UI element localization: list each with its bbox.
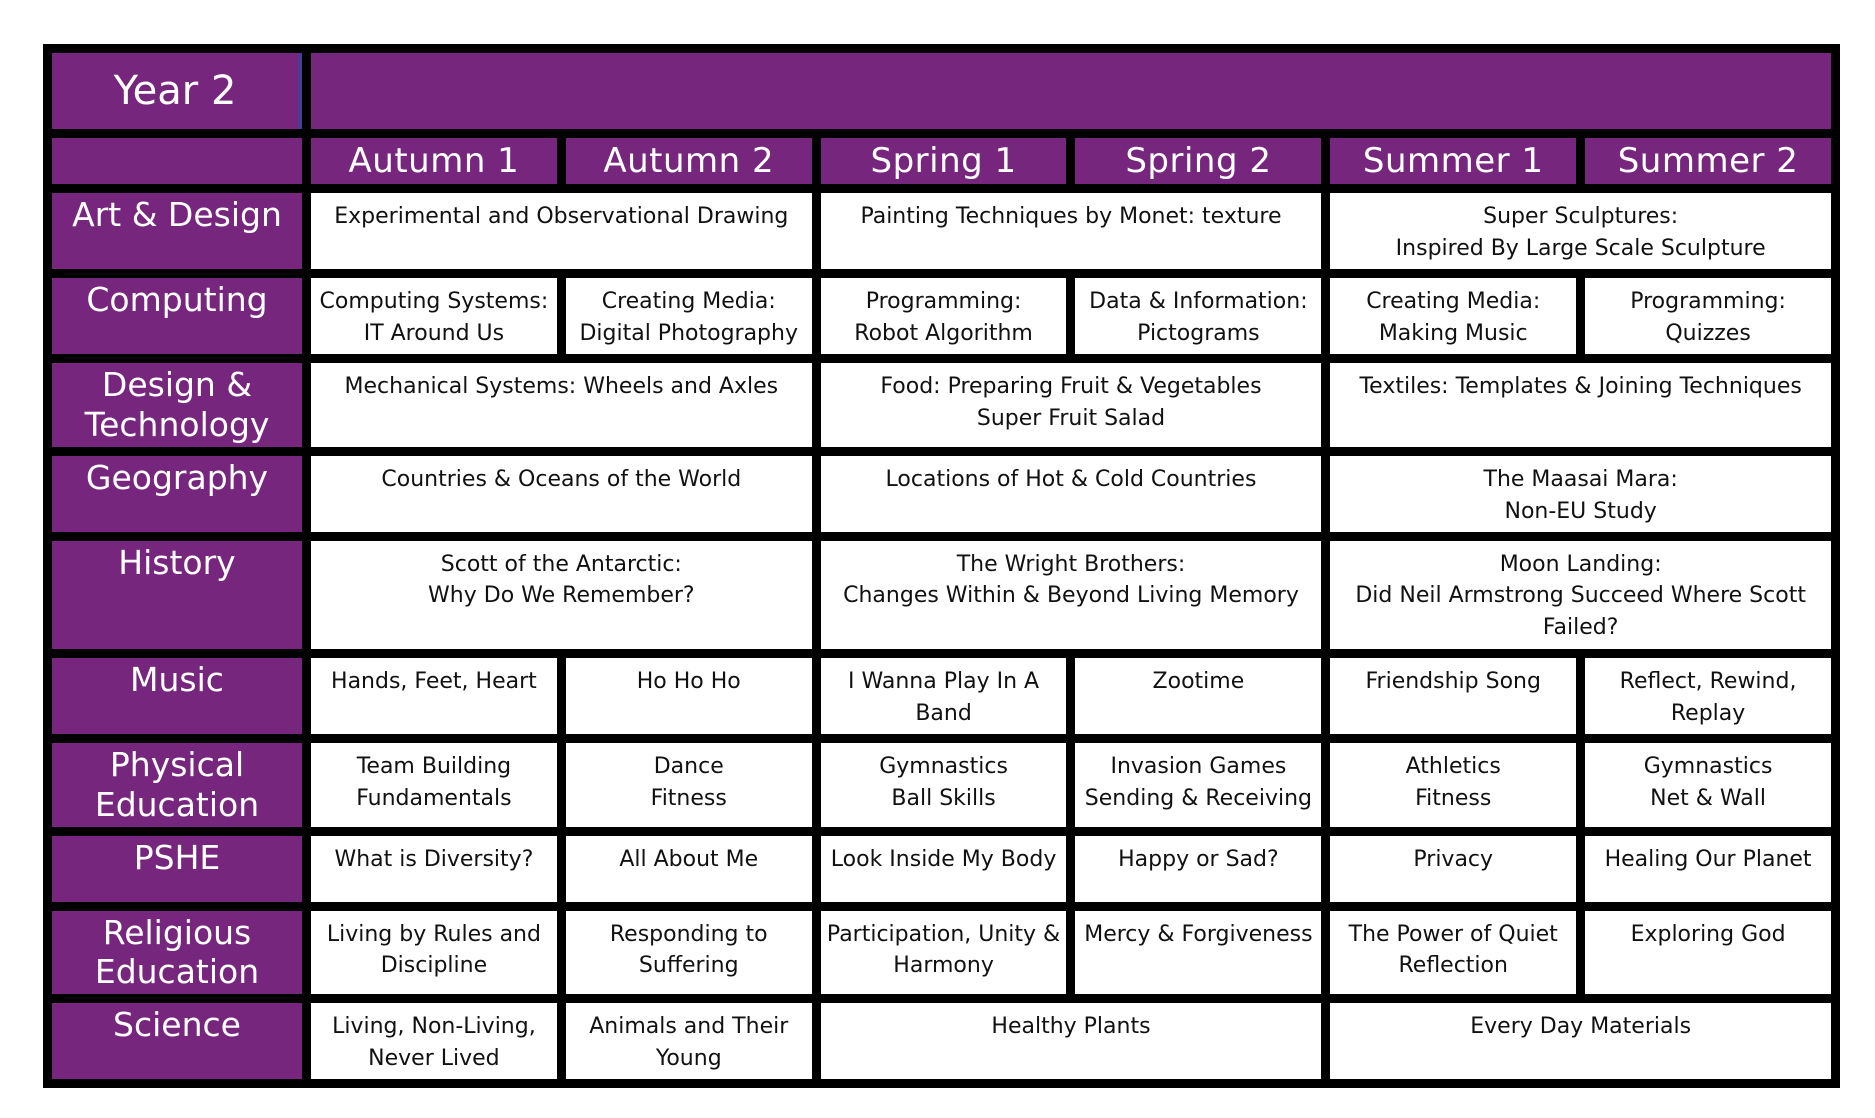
title-row — [52, 53, 1831, 129]
art-summer-topic: Super Sculptures: Inspired By Large Scale Sculpture — [1330, 193, 1831, 269]
pshe-autumn-1: What is Diversity? — [311, 836, 557, 902]
music-summer-1: Friendship Song — [1330, 658, 1576, 734]
term-spring-2: Spring 2 — [1075, 138, 1321, 184]
re-spring-1: Participation, Unity & Harmony — [821, 911, 1067, 995]
row-history — [52, 541, 1831, 650]
re-summer-1: The Power of Quiet Reflection — [1330, 911, 1576, 995]
curriculum-grid — [43, 44, 1840, 1088]
science-autumn-1: Living, Non-Living, Never Lived — [311, 1003, 557, 1079]
re-autumn-1: Living by Rules and Discipline — [311, 911, 557, 995]
re-autumn-2: Responding to Suffering — [566, 911, 812, 995]
term-spring-1: Spring 1 — [821, 138, 1067, 184]
music-spring-2: Zootime — [1075, 658, 1321, 734]
music-autumn-1: Hands, Feet, Heart — [311, 658, 557, 734]
term-summer-2: Summer 2 — [1585, 138, 1831, 184]
music-summer-2: Reflect, Rewind, Replay — [1585, 658, 1831, 734]
art-autumn-topic: Experimental and Observational Drawing — [311, 193, 812, 269]
pshe-spring-2: Happy or Sad? — [1075, 836, 1321, 902]
subject-religious-education: Religious Education — [52, 911, 302, 995]
pshe-spring-1: Look Inside My Body — [821, 836, 1067, 902]
subject-art-design: Art & Design — [52, 193, 302, 269]
pe-spring-1: Gymnastics Ball Skills — [821, 743, 1067, 827]
art-spring-topic: Painting Techniques by Monet: texture — [821, 193, 1322, 269]
title-band — [311, 53, 1831, 129]
row-religious-education — [52, 911, 1831, 995]
science-autumn-2: Animals and Their Young — [566, 1003, 812, 1079]
pe-autumn-1: Team Building Fundamentals — [311, 743, 557, 827]
curriculum-table — [43, 44, 1840, 1088]
dt-spring-topic: Food: Preparing Fruit & Vegetables Super Fruit Salad — [821, 363, 1322, 447]
term-header-row — [52, 138, 1831, 184]
history-summer-topic: Moon Landing: Did Neil Armstrong Succeed Where Scott Failed? — [1330, 541, 1831, 650]
subject-science: Science — [52, 1003, 302, 1079]
row-music — [52, 658, 1831, 734]
geography-summer-topic: The Maasai Mara: Non-EU Study — [1330, 456, 1831, 532]
re-summer-2: Exploring God — [1585, 911, 1831, 995]
pshe-summer-1: Privacy — [1330, 836, 1576, 902]
music-autumn-2: Ho Ho Ho — [566, 658, 812, 734]
row-art-design — [52, 193, 1831, 269]
dt-summer-topic: Textiles: Templates & Joining Techniques — [1330, 363, 1831, 447]
computing-autumn-2: Creating Media: Digital Photography — [566, 278, 812, 354]
computing-spring-1: Programming: Robot Algorithm — [821, 278, 1067, 354]
row-geography — [52, 456, 1831, 532]
pshe-autumn-2: All About Me — [566, 836, 812, 902]
term-summer-1: Summer 1 — [1330, 138, 1576, 184]
pe-spring-2: Invasion Games Sending & Receiving — [1075, 743, 1321, 827]
computing-autumn-1: Computing Systems: IT Around Us — [311, 278, 557, 354]
geography-autumn-topic: Countries & Oceans of the World — [311, 456, 812, 532]
geography-spring-topic: Locations of Hot & Cold Countries — [821, 456, 1322, 532]
pe-summer-1: Athletics Fitness — [1330, 743, 1576, 827]
subject-music: Music — [52, 658, 302, 734]
science-summer-topic: Every Day Materials — [1330, 1003, 1831, 1079]
subject-pshe: PSHE — [52, 836, 302, 902]
computing-summer-1: Creating Media: Making Music — [1330, 278, 1576, 354]
subject-design-technology: Design & Technology — [52, 363, 302, 447]
music-spring-1: I Wanna Play In A Band — [821, 658, 1067, 734]
pe-autumn-2: Dance Fitness — [566, 743, 812, 827]
row-pshe — [52, 836, 1831, 902]
subject-physical-education: Physical Education — [52, 743, 302, 827]
computing-summer-2: Programming: Quizzes — [1585, 278, 1831, 354]
re-spring-2: Mercy & Forgiveness — [1075, 911, 1321, 995]
history-autumn-topic: Scott of the Antarctic: Why Do We Remember? — [311, 541, 812, 650]
corner-cell — [52, 138, 302, 184]
subject-history: History — [52, 541, 302, 650]
pe-summer-2: Gymnastics Net & Wall — [1585, 743, 1831, 827]
history-spring-topic: The Wright Brothers: Changes Within & Beyond Living Memory — [821, 541, 1322, 650]
row-design-technology — [52, 363, 1831, 447]
row-computing — [52, 278, 1831, 354]
term-autumn-2: Autumn 2 — [566, 138, 812, 184]
subject-geography: Geography — [52, 456, 302, 532]
term-autumn-1: Autumn 1 — [311, 138, 557, 184]
dt-autumn-topic: Mechanical Systems: Wheels and Axles — [311, 363, 812, 447]
pshe-summer-2: Healing Our Planet — [1585, 836, 1831, 902]
row-science — [52, 1003, 1831, 1079]
row-physical-education — [52, 743, 1831, 827]
subject-computing: Computing — [52, 278, 302, 354]
science-spring-topic: Healthy Plants — [821, 1003, 1322, 1079]
year-title: Year 2 — [52, 53, 302, 129]
computing-spring-2: Data & Information: Pictograms — [1075, 278, 1321, 354]
